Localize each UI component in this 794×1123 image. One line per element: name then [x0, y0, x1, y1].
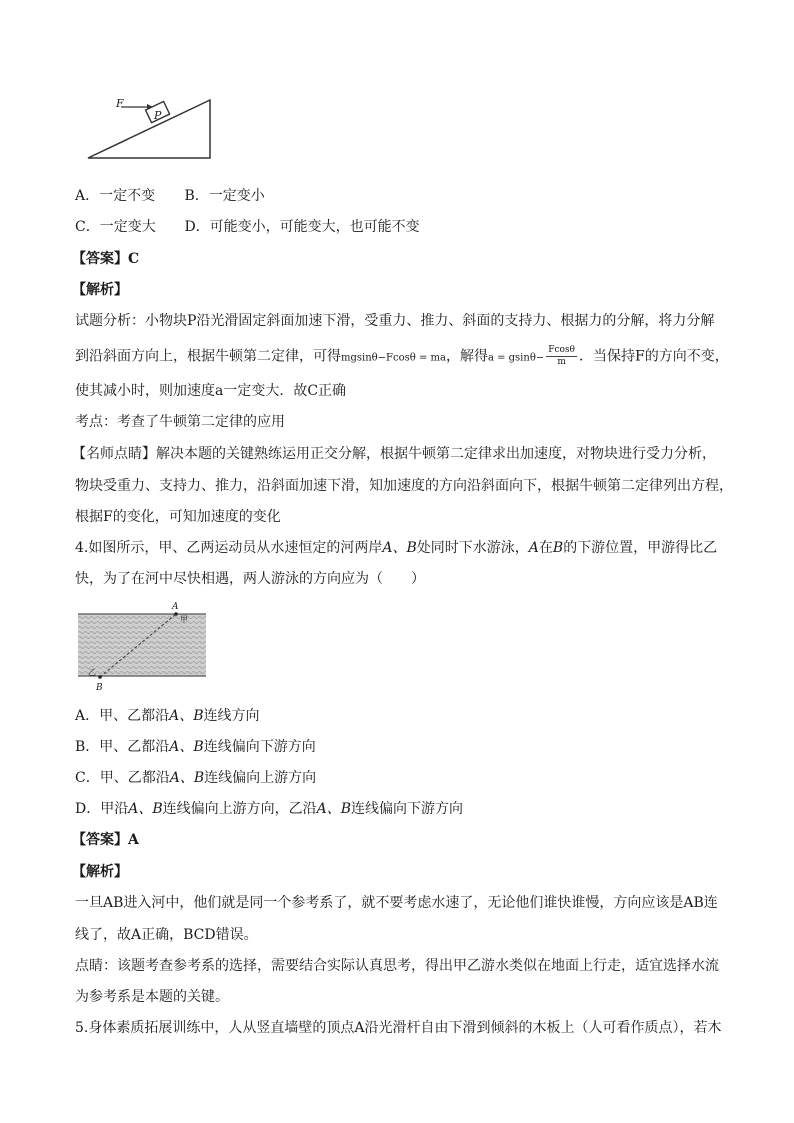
q3-tip-line2: 物块受重力、支持力、推力，沿斜面加速下滑，知加速度的方向沿斜面向下，根据牛顿第二定律列出方程，: [75, 478, 733, 494]
q4-stem-text-a: 4.如图所示，甲、乙两运动员从水速恒定的河两岸: [75, 540, 383, 556]
q3-fraction-numerator: Fcosθ: [548, 345, 575, 355]
q3-options-row1: [75, 186, 265, 206]
q4-option-b-post: 连线偏向下游方向: [203, 739, 316, 755]
q3-analysis-heading: 【解析】: [72, 282, 128, 298]
q4-option-a: [75, 706, 260, 726]
q4-option-c-post: 连线偏向上游方向: [204, 770, 317, 786]
q4-tip-line1: 点睛：该题考查参考系的选择，需要结合实际认真思考，得出甲乙游水类似在地面上行走，适宜选择水流: [75, 958, 719, 974]
point-b: [98, 675, 102, 679]
q4-stem-line1: [75, 538, 717, 558]
q4-stem-line2: 快，为了在河中尽快相遇，两人游泳的方向应为（ ）: [75, 571, 425, 587]
q4-option-c-pre: C．甲、乙都沿: [75, 770, 170, 786]
q4-analysis-heading: 【解析】: [72, 864, 128, 880]
q3-tip-line1: 【名师点睛】解决本题的关键熟练运用正交分解，根据牛顿第二定律求出加速度，对物块进行受力分析，: [72, 446, 716, 462]
q3-analysis-text-c: ．当保持F的方向不变，: [578, 348, 729, 365]
q3-equation-2-lhs: a = gsinθ−: [487, 352, 545, 364]
label-a: A: [172, 602, 179, 612]
q4-option-a-pre: A．甲、乙都沿: [75, 708, 170, 724]
q3-kaodian: 考点：考查了牛顿第二定律的应用: [75, 414, 285, 430]
q3-option-a: A．一定不变: [75, 188, 156, 204]
q4-option-c-ab: A、B: [169, 770, 205, 786]
q4-option-b-pre: B．甲、乙都沿: [75, 739, 170, 755]
q4-option-d: [75, 799, 463, 819]
q5-stem-line1: 5.身体素质拓展训练中，人从竖直墙壁的顶点A沿光滑杆自由下滑到倾斜的木板上（人可看作质点），若木: [75, 1020, 722, 1036]
q3-equation-1: mgsinθ−Fcosθ = ma: [341, 352, 446, 364]
q4-stem-text-d: 的下游位置，甲游得比乙: [563, 540, 718, 556]
q4-option-d-pre: D．甲沿: [75, 801, 129, 817]
q4-stem-b: B: [552, 540, 564, 556]
q4-analysis-line1: 一旦AB进入河中，他们就是同一个参考系了，就不要考虑水速了，无论他们谁快谁慢，方向应该是AB连: [75, 895, 718, 911]
block-label: P: [154, 109, 162, 122]
q3-option-c: C．一定变大: [75, 219, 156, 235]
point-a: [174, 612, 178, 616]
q3-analysis-line3: 使其减小时，则加速度a一定变大．故C正确: [75, 383, 347, 399]
q4-stem-a: A: [528, 540, 539, 556]
q4-analysis-line2: 线了，故A正确，BCD错误。: [75, 927, 258, 943]
q3-option-b: B．一定变小: [184, 188, 265, 204]
q3-tip-line3: 根据F的变化，可知加速度的变化: [75, 509, 281, 525]
q3-equation-2-fraction: [546, 345, 577, 368]
q4-option-d-ab1: A、B: [128, 801, 163, 817]
river-figure: [78, 600, 208, 692]
q4-option-d-post: 连线偏向下游方向: [351, 801, 464, 817]
q4-option-d-ab2: A、B: [316, 801, 352, 817]
q3-option-d: D．可能变小，可能变大，也可能不变: [184, 219, 420, 235]
force-label: F: [116, 97, 124, 110]
q4-option-c: [75, 768, 316, 788]
q4-option-d-mid: 连线偏向上游方向，乙沿: [162, 801, 317, 817]
q4-option-b-ab: A、B: [169, 739, 204, 755]
q3-analysis-text-b: ，解得: [445, 348, 488, 365]
q4-stem-text-c: 在: [538, 540, 553, 556]
q3-fraction-denominator: m: [557, 357, 566, 367]
q3-analysis-line2: [75, 345, 729, 369]
q4-stem-ab: A、B: [382, 540, 417, 556]
label-yi: 乙: [88, 668, 96, 677]
q4-option-a-ab: A、B: [169, 708, 204, 724]
incline-figure: [85, 95, 215, 161]
label-jia: 甲: [180, 615, 188, 624]
q3-analysis-text-a: 到沿斜面方向上，根据牛顿第二定律，可得: [75, 348, 341, 365]
q4-tip-line2: 为参考系是本题的关键。: [75, 989, 229, 1005]
q3-options-row2: [75, 217, 420, 237]
label-b: B: [96, 683, 103, 692]
q3-answer: 【答案】C: [72, 251, 140, 267]
q4-answer: 【答案】A: [72, 832, 139, 848]
q4-stem-text-b: 处同时下水游泳，: [416, 540, 529, 556]
q4-option-a-post: 连线方向: [203, 708, 260, 724]
q4-option-b: [75, 737, 316, 757]
q3-analysis-line1: 试题分析：小物块P沿光滑固定斜面加速下滑，受重力、推力、斜面的支持力、根据力的分解，将力分解: [75, 313, 715, 329]
